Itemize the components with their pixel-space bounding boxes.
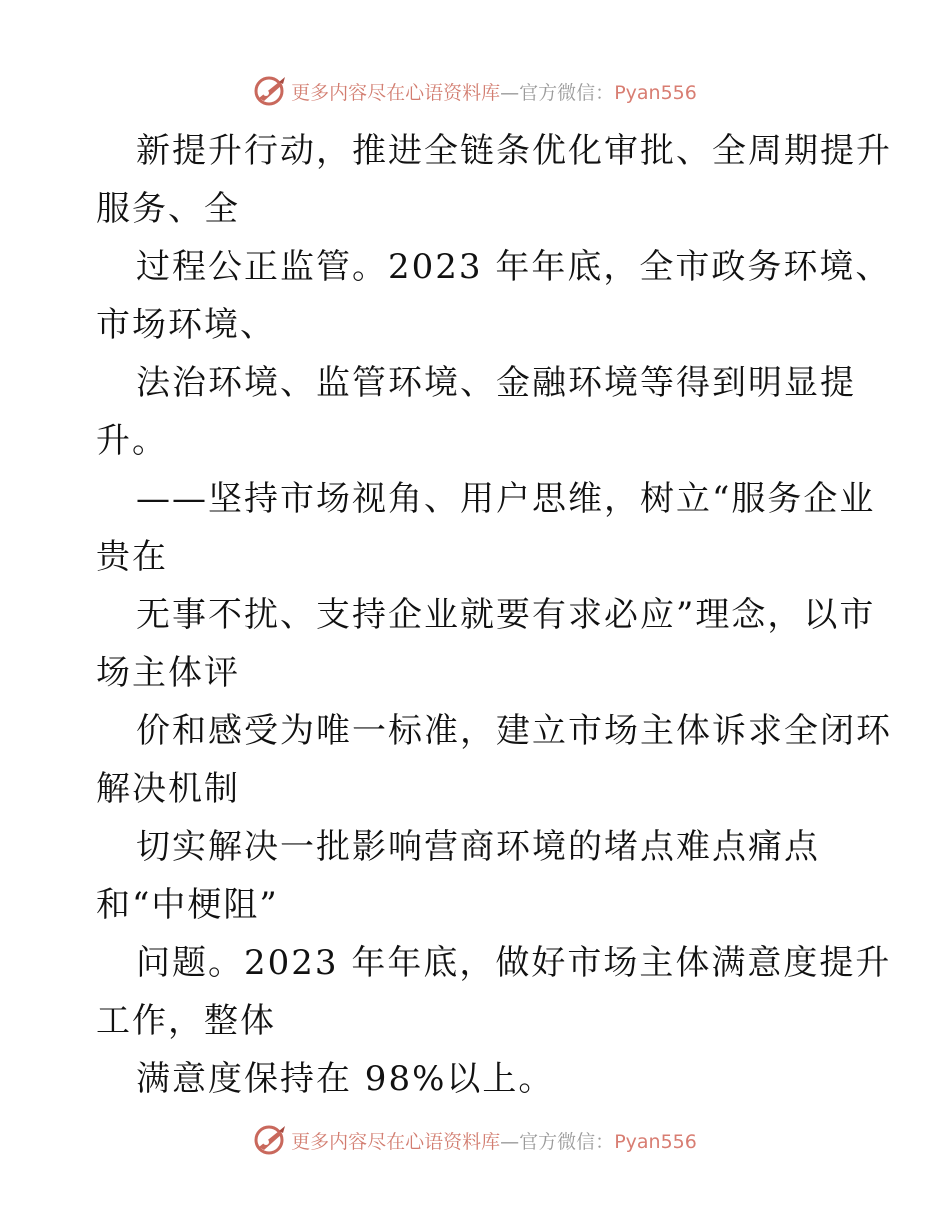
text-line: 升。 (96, 421, 168, 461)
text-line: 切实解决一批影响营商环境的堵点难点痛点 (136, 827, 820, 867)
text-line: 新提升行动，推进全链条优化审批、全周期提升 (136, 131, 892, 171)
document-body (96, 122, 892, 1108)
text-line: 无事不扰、支持企业就要有求必应”理念，以市 (136, 595, 876, 635)
banner-site-text: 更多内容尽在心语资料库 (291, 1130, 501, 1153)
text-line: 贵在 (96, 537, 168, 577)
banner-wechat-label: 官方微信： (519, 81, 615, 104)
text-line: 解决机制 (96, 769, 240, 809)
banner-wechat-id: Pyan556 (614, 1130, 697, 1153)
banner-wechat-label: 官方微信： (519, 1130, 615, 1153)
banner-dash: — (500, 81, 520, 104)
text-line: ——坚持市场视角、用户思维，树立“服务企业 (136, 479, 876, 519)
quill-logo-icon (253, 1123, 287, 1157)
text-line: 和“中梗阻” (96, 885, 279, 925)
footer-watermark-banner (0, 1120, 950, 1160)
text-line: 场主体评 (96, 653, 240, 693)
text-line: 满意度保持在 98%以上。 (136, 1059, 555, 1099)
text-line: 问题。2023 年年底，做好市场主体满意度提升 (136, 943, 892, 983)
banner-wechat-id: Pyan556 (614, 81, 697, 104)
text-line: 过程公正监管。2023 年年底，全市政务环境、 (136, 247, 892, 287)
text-line: 法治环境、监管环境、金融环境等得到明显提 (136, 363, 856, 403)
text-line: 市场环境、 (96, 305, 276, 345)
text-line: 价和感受为唯一标准，建立市场主体诉求全闭环 (136, 711, 892, 751)
banner-site-text: 更多内容尽在心语资料库 (291, 81, 501, 104)
text-line: 工作，整体 (96, 1001, 276, 1041)
quill-logo-icon (253, 74, 287, 108)
header-watermark-banner (0, 71, 950, 111)
text-line: 服务、全 (96, 189, 240, 229)
banner-dash: — (500, 1130, 520, 1153)
